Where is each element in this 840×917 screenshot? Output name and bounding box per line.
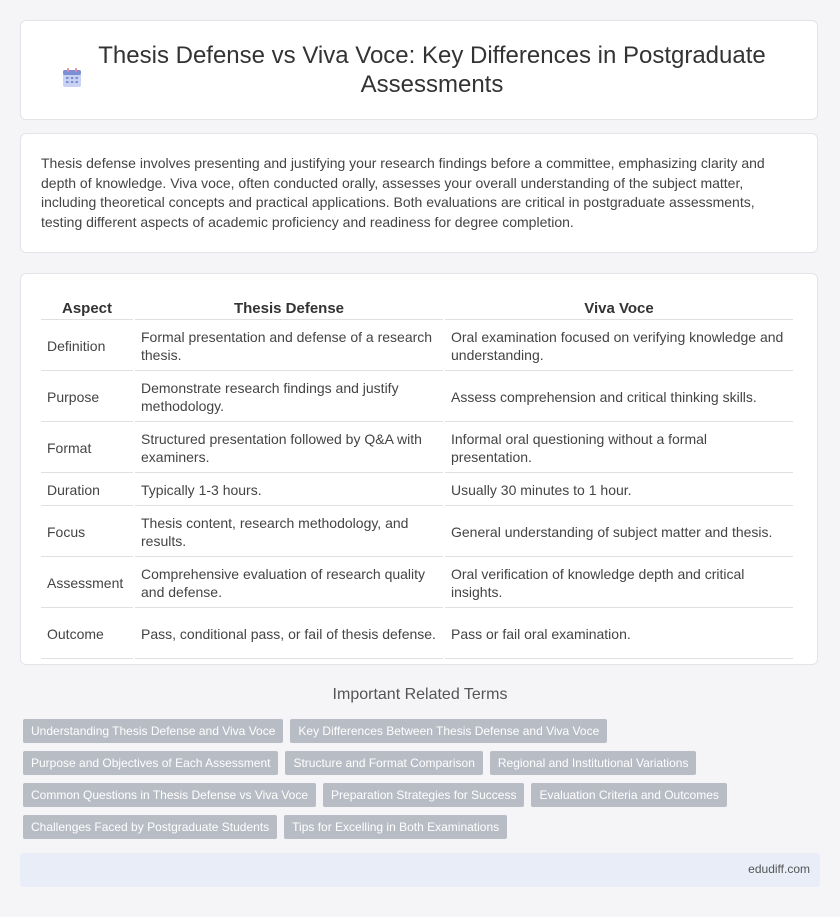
row-aspect: Outcome xyxy=(41,610,133,659)
row-viva-voce: Usually 30 minutes to 1 hour. xyxy=(445,475,793,506)
table-row xyxy=(41,508,793,557)
related-term-tag[interactable]: Preparation Strategies for Success xyxy=(323,783,524,807)
table-row xyxy=(41,610,793,659)
related-term-tag[interactable]: Purpose and Objectives of Each Assessment xyxy=(23,751,278,775)
related-terms-heading: Important Related Terms xyxy=(332,686,508,703)
related-term-tag[interactable]: Key Differences Between Thesis Defense and Viva Voce xyxy=(290,719,607,743)
row-thesis-defense: Thesis content, research methodology, and results. xyxy=(135,508,443,557)
row-viva-voce: General understanding of subject matter and thesis. xyxy=(445,508,793,557)
row-thesis-defense: Structured presentation followed by Q&A with examiners. xyxy=(135,424,443,473)
row-aspect: Assessment xyxy=(41,559,133,608)
table-row xyxy=(41,559,793,608)
table-row xyxy=(41,322,793,371)
table-row xyxy=(41,475,793,506)
row-viva-voce: Oral examination focused on verifying knowledge and understanding. xyxy=(445,322,793,371)
footer xyxy=(20,853,820,887)
table-row xyxy=(41,373,793,422)
intro-card xyxy=(20,133,818,253)
page-title: Thesis Defense vs Viva Voce: Key Differences in Postgraduate Assessments xyxy=(98,42,766,98)
row-thesis-defense: Comprehensive evaluation of research quality and defense. xyxy=(135,559,443,608)
row-viva-voce: Pass or fail oral examination. xyxy=(445,610,793,659)
tag-row xyxy=(23,751,803,775)
tag-row xyxy=(23,815,803,839)
row-viva-voce: Oral verification of knowledge depth and critical insights. xyxy=(445,559,793,608)
table-header-row xyxy=(41,296,793,320)
row-thesis-defense: Demonstrate research findings and justify methodology. xyxy=(135,373,443,422)
title-wrap xyxy=(49,41,789,99)
row-aspect: Definition xyxy=(41,322,133,371)
row-aspect: Format xyxy=(41,424,133,473)
row-thesis-defense: Pass, conditional pass, or fail of thesis defense. xyxy=(135,610,443,659)
column-header-aspect: Aspect xyxy=(41,296,133,320)
header-card xyxy=(20,20,818,120)
row-thesis-defense: Formal presentation and defense of a research thesis. xyxy=(135,322,443,371)
footer-site-link[interactable]: edudiff.com xyxy=(748,862,810,876)
comparison-table xyxy=(39,294,795,661)
comparison-card xyxy=(20,273,818,665)
related-term-tag[interactable]: Evaluation Criteria and Outcomes xyxy=(531,783,726,807)
intro-paragraph: Thesis defense involves presenting and justifying your research findings before a committee, emphasizing clarity and depth of knowledge. Viva voce, often conducted orally, assesses your overall understanding of the subject matter, including theoretical concepts and practical applications. Both evaluations are critical in postgraduate assessments, testing different aspects of academic proficiency and readiness for degree completion. xyxy=(41,155,765,230)
related-term-tag[interactable]: Structure and Format Comparison xyxy=(285,751,482,775)
related-terms-tags xyxy=(23,719,803,847)
related-term-tag[interactable]: Regional and Institutional Variations xyxy=(490,751,697,775)
row-aspect: Purpose xyxy=(41,373,133,422)
tag-row xyxy=(23,783,803,807)
row-viva-voce: Assess comprehension and critical thinking skills. xyxy=(445,373,793,422)
row-thesis-defense: Typically 1-3 hours. xyxy=(135,475,443,506)
related-term-tag[interactable]: Common Questions in Thesis Defense vs Viva Voce xyxy=(23,783,316,807)
table-row xyxy=(41,424,793,473)
column-header-viva-voce: Viva Voce xyxy=(445,296,793,320)
tag-row xyxy=(23,719,803,743)
row-aspect: Focus xyxy=(41,508,133,557)
row-aspect: Duration xyxy=(41,475,133,506)
related-term-tag[interactable]: Challenges Faced by Postgraduate Students xyxy=(23,815,277,839)
column-header-thesis-defense: Thesis Defense xyxy=(135,296,443,320)
related-term-tag[interactable]: Tips for Excelling in Both Examinations xyxy=(284,815,507,839)
row-viva-voce: Informal oral questioning without a formal presentation. xyxy=(445,424,793,473)
calendar-icon xyxy=(61,67,83,89)
related-term-tag[interactable]: Understanding Thesis Defense and Viva Voce xyxy=(23,719,283,743)
